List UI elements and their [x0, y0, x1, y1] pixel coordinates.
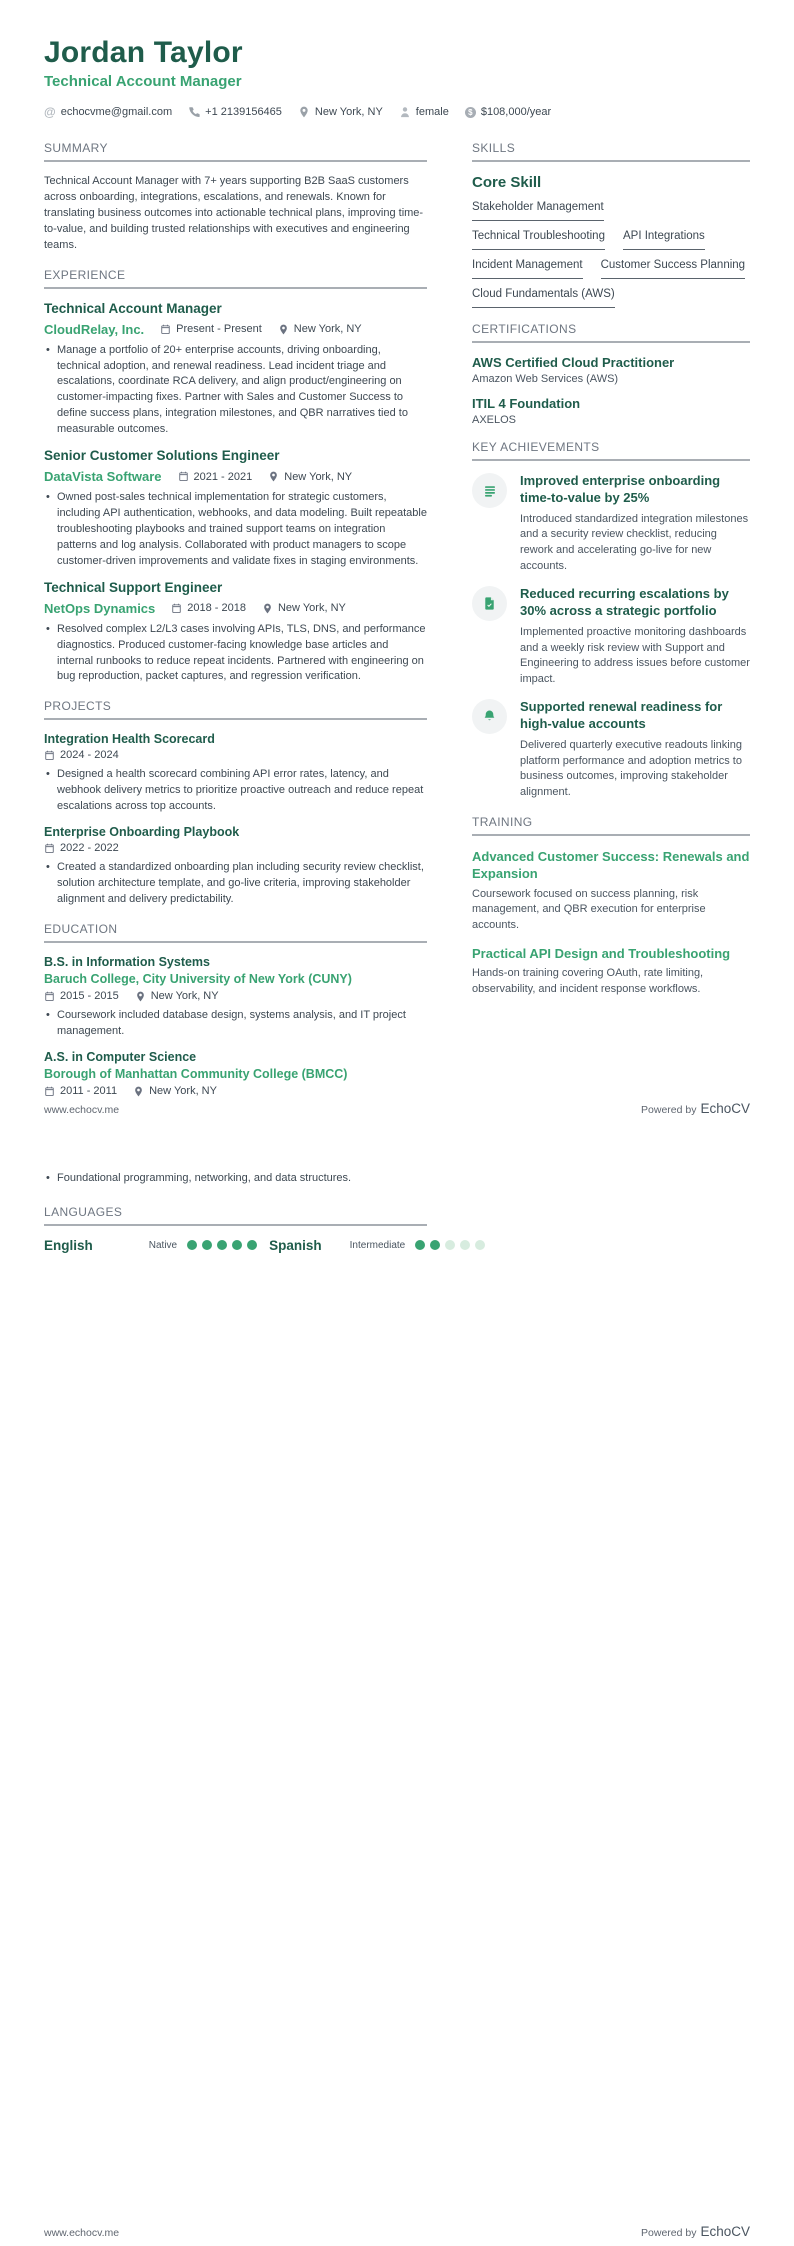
- language-name: English: [44, 1237, 93, 1253]
- phone-icon: [188, 106, 200, 118]
- project-bullet: • Created a standardized onboarding plan including security review checklist, solution architecture template, and go-live criteria, improving stakeholder alignment and delivery predictability.: [44, 860, 427, 908]
- skill-group-title: Core Skill: [472, 174, 542, 191]
- experience-entry: [44, 301, 427, 439]
- pin-icon: [135, 991, 146, 1002]
- calendar-icon: [44, 750, 55, 761]
- project-bullet: • Designed a health scorecard combining API error rates, latency, and webhook delivery metrics to prioritize proactive outreach and reduce repeat escalations across top accounts.: [44, 767, 427, 815]
- education-section: [44, 922, 427, 1097]
- education-dates: 2011 - 2011: [44, 1085, 117, 1097]
- training-title: Advanced Customer Success: Renewals and Expansion: [472, 848, 750, 882]
- training-entry: [472, 945, 750, 998]
- achievement-entry: [472, 699, 750, 800]
- experience-location: New York, NY: [278, 323, 362, 335]
- at-icon: @: [44, 105, 56, 119]
- projects-heading: PROJECTS: [44, 699, 427, 720]
- languages-heading: LANGUAGES: [44, 1205, 427, 1226]
- experience-location: New York, NY: [268, 471, 352, 483]
- dot-filled: [202, 1240, 212, 1250]
- language-level: Native: [148, 1239, 178, 1251]
- calendar-icon: [44, 991, 55, 1002]
- education-entry: [44, 955, 427, 1040]
- education-continued: [44, 1171, 427, 1187]
- contact-salary: [465, 106, 551, 118]
- education-heading: EDUCATION: [44, 922, 427, 943]
- certification-entry: [472, 396, 750, 426]
- training-section: [472, 815, 750, 998]
- pin-icon: [262, 603, 273, 614]
- contact-salary-text: $108,000/year: [480, 106, 552, 118]
- contact-phone: [188, 106, 282, 118]
- achievement-desc: Implemented proactive monitoring dashboards and a weekly risk review with Support and Engineering to address issues before customer impact.: [520, 626, 750, 685]
- contact-location: [298, 106, 383, 118]
- skill-chip: Cloud Fundamentals (AWS): [472, 288, 615, 308]
- skill-chip: API Integrations: [623, 230, 705, 250]
- education-location: New York, NY: [133, 1085, 217, 1097]
- experience-heading: EXPERIENCE: [44, 268, 427, 289]
- resume-page-2: [0, 1123, 794, 2246]
- skills-section: [472, 141, 750, 308]
- experience-title: Technical Support Engineer: [44, 579, 223, 595]
- dot-filled: [430, 1240, 440, 1250]
- language-proficiency-dots: [187, 1240, 257, 1250]
- dot-filled: [187, 1240, 197, 1250]
- footer-site-link[interactable]: www.echocv.me: [44, 1104, 120, 1116]
- training-title: Practical API Design and Troubleshooting: [472, 945, 731, 961]
- education-school: Baruch College, City University of New York (CUNY): [44, 972, 352, 986]
- education-entry: [44, 1050, 427, 1097]
- education-dates: 2015 - 2015: [44, 990, 119, 1002]
- training-heading: TRAINING: [472, 815, 750, 836]
- footer-brand: EchoCV: [700, 1101, 750, 1116]
- left-column: [44, 141, 427, 1111]
- skill-chip: Stakeholder Management: [472, 201, 604, 221]
- project-title: Enterprise Onboarding Playbook: [44, 825, 240, 840]
- achievement-entry: [472, 473, 750, 574]
- page-footer: [44, 1101, 750, 1116]
- education-bullet: • Foundational programming, networking, and data structures.: [44, 1171, 427, 1187]
- contact-row: [44, 105, 750, 119]
- contact-location-text: New York, NY: [314, 106, 383, 118]
- education-school: Borough of Manhattan Community College (BMCC): [44, 1067, 348, 1082]
- money-icon: $: [465, 107, 476, 118]
- experience-bullet: • Owned post-sales technical implementation for strategic customers, including API authentication, webhooks, and data modeling. Built repeatable troubleshooting playbooks and trained support teams on integration patterns and log analysis. Collaborated with product managers to scope customer-driven improvements and validate fixes in staging environments.: [44, 490, 427, 570]
- project-entry: [44, 825, 427, 908]
- education-degree: B.S. in Information Systems: [44, 955, 211, 969]
- training-entry: [472, 848, 750, 934]
- contact-gender: [399, 106, 449, 118]
- achievements-heading: KEY ACHIEVEMENTS: [472, 440, 750, 461]
- skill-chip: Incident Management: [472, 259, 583, 279]
- achievement-title: Reduced recurring escalations by 30% across a strategic portfolio: [520, 586, 729, 619]
- pin-icon: [133, 1086, 144, 1097]
- certification-org: Amazon Web Services (AWS): [472, 373, 619, 385]
- achievement-desc: Introduced standardized integration milestones and a security review checklist, reducing rework and accelerating go-live for new accounts.: [520, 512, 749, 572]
- resume-columns: [44, 141, 750, 1111]
- languages-section: [44, 1205, 427, 1253]
- certification-title: ITIL 4 Foundation: [472, 396, 581, 411]
- training-desc: Hands-on training covering OAuth, rate limiting, observability, and incident response workflows.: [472, 967, 704, 995]
- experience-title: Senior Customer Solutions Engineer: [44, 448, 280, 464]
- bell-icon: [472, 699, 507, 734]
- experience-entry: [44, 448, 427, 570]
- experience-company: CloudRelay, Inc.: [44, 321, 145, 337]
- experience-bullet: • Resolved complex L2/L3 cases involving APIs, TLS, DNS, and performance diagnostics. Produced customer-facing knowledge base articles and internal runbooks to reduce repeat incidents. Partnered with engineering on bug reproduction, packet captures, and regression verification.: [44, 622, 427, 686]
- achievement-title: Supported renewal readiness for high-value accounts: [520, 699, 723, 732]
- dot-filled: [247, 1240, 257, 1250]
- certifications-heading: CERTIFICATIONS: [472, 322, 750, 343]
- project-dates: 2022 - 2022: [44, 842, 119, 854]
- certifications-section: [472, 322, 750, 426]
- footer-powered-text: Powered by: [641, 1104, 697, 1116]
- skill-chip: Customer Success Planning: [601, 259, 745, 279]
- project-dates: 2024 - 2024: [44, 749, 119, 761]
- contact-email-text: echocvme@gmail.com: [60, 106, 173, 118]
- footer-brand: EchoCV: [700, 2224, 750, 2239]
- person-icon: [399, 106, 411, 118]
- certification-title: AWS Certified Cloud Practitioner: [472, 355, 675, 370]
- experience-dates: Present - Present: [160, 323, 262, 335]
- calendar-icon: [44, 843, 55, 854]
- calendar-icon: [178, 471, 189, 482]
- page-footer: [44, 2224, 750, 2239]
- candidate-name: Jordan Taylor: [44, 36, 243, 69]
- left-column-continued: [44, 1159, 427, 1253]
- education-bullet: • Coursework included database design, systems analysis, and IT project management.: [44, 1008, 427, 1040]
- candidate-job-title: Technical Account Manager: [44, 73, 242, 90]
- summary-text: Technical Account Manager with 7+ years supporting B2B SaaS customers across onboarding, integrations, escalations, and renewals. Known for translating business outcomes into actionable technical plans, improving time-to-value, and building trusted relationships with executives and engineering teams.: [44, 175, 424, 251]
- experience-company: NetOps Dynamics: [44, 600, 156, 616]
- dot-filled: [217, 1240, 227, 1250]
- language-proficiency-dots: [415, 1240, 485, 1250]
- right-column: [472, 141, 750, 1111]
- summary-section: [44, 141, 427, 254]
- footer-site-link[interactable]: www.echocv.me: [44, 2227, 120, 2239]
- footer-powered-text: Powered by: [641, 2227, 697, 2239]
- achievements-section: [472, 440, 750, 801]
- pin-icon: [278, 324, 289, 335]
- language-level: Intermediate: [349, 1239, 406, 1251]
- summary-heading: SUMMARY: [44, 141, 427, 162]
- education-location: New York, NY: [135, 990, 219, 1002]
- calendar-icon: [44, 1086, 55, 1097]
- achievement-title: Improved enterprise onboarding time-to-value by 25%: [520, 473, 721, 505]
- dot-filled: [415, 1240, 425, 1250]
- calendar-icon: [160, 324, 171, 335]
- experience-title: Technical Account Manager: [44, 300, 222, 316]
- calendar-icon: [171, 603, 182, 614]
- certification-org: AXELOS: [472, 414, 517, 426]
- achievement-desc: Delivered quarterly executive readouts linking platform performance and adoption metrics to business outcomes, improving stakeholder alignment.: [520, 739, 742, 799]
- project-title: Integration Health Scorecard: [44, 732, 215, 747]
- pin-icon: [268, 471, 279, 482]
- dot-empty: [475, 1240, 485, 1250]
- dot-filled: [232, 1240, 242, 1250]
- contact-email[interactable]: [44, 105, 172, 119]
- skills-heading: SKILLS: [472, 141, 750, 162]
- contact-phone-text: +1 2139156465: [205, 106, 282, 118]
- file-icon: [472, 586, 507, 621]
- training-desc: Coursework focused on success planning, risk management, and QBR execution for enterprise accounts.: [472, 887, 706, 931]
- certification-entry: [472, 355, 750, 385]
- experience-dates: 2018 - 2018: [171, 602, 246, 614]
- experience-section: [44, 268, 427, 686]
- language-name: Spanish: [269, 1237, 322, 1253]
- dot-empty: [445, 1240, 455, 1250]
- project-entry: [44, 732, 427, 815]
- list-icon: [472, 473, 507, 508]
- experience-bullet: • Manage a portfolio of 20+ enterprise accounts, driving onboarding, technical adoption, and renewal readiness. Lead incident triage and escalations, coordinate RCA delivery, and align product/engineering on customer-impacting fixes. Partner with Sales and Customer Success to define success plans, integration milestones, and QBR narratives tied to measurable outcomes.: [44, 343, 427, 439]
- contact-gender-text: female: [415, 106, 449, 118]
- dot-empty: [460, 1240, 470, 1250]
- experience-company: DataVista Software: [44, 469, 162, 485]
- experience-entry: [44, 580, 427, 686]
- pin-icon: [298, 106, 310, 118]
- experience-location: New York, NY: [262, 602, 346, 614]
- skill-chip: Technical Troubleshooting: [472, 230, 605, 250]
- projects-section: [44, 699, 427, 908]
- resume-header: [44, 36, 750, 119]
- experience-dates: 2021 - 2021: [178, 471, 253, 483]
- education-degree: A.S. in Computer Science: [44, 1050, 197, 1065]
- achievement-entry: [472, 586, 750, 687]
